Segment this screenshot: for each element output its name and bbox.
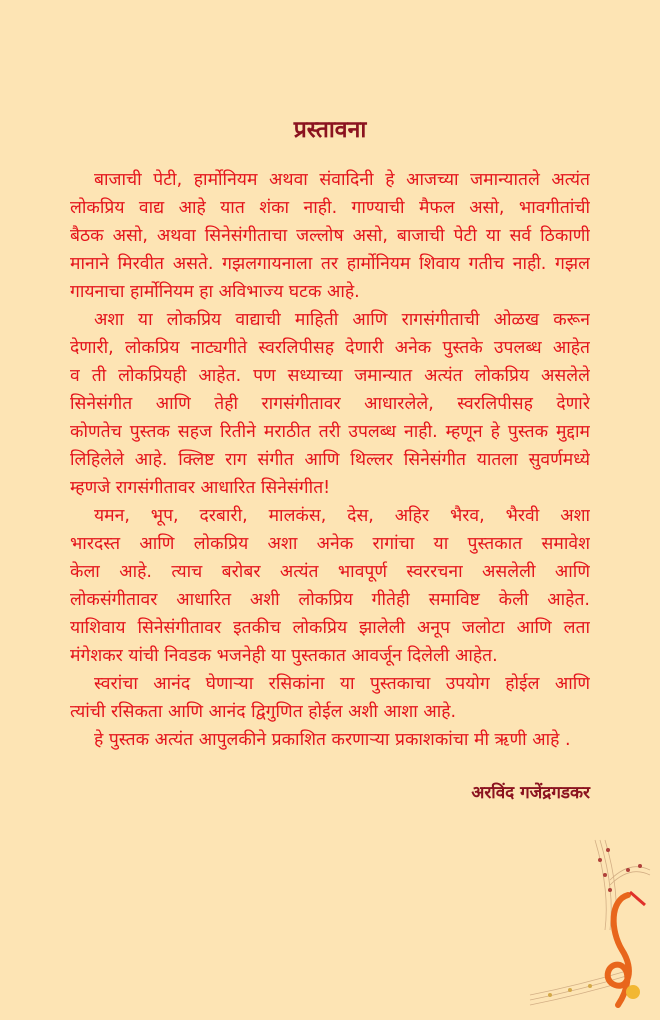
page-title: प्रस्तावना: [293, 117, 367, 143]
preface-body: [70, 166, 590, 754]
paragraph-line: मंगेशकर यांची निवडक भजनेही या पुस्तकात आवर्जून दिलेली आहेत.: [70, 646, 498, 666]
paragraph-line: व ती लोकप्रियही आहेत. पण सध्याच्या जमान्यात अत्यंत लोकप्रिय असलेले: [70, 366, 590, 386]
paragraph-line: हे पुस्तक अत्यंत आपुलकीने प्रकाशित करणाऱ्या प्रकाशकांचा मी ऋणी आहे .: [94, 730, 571, 750]
paragraph-line: लिहिलेले आहे. क्लिष्ट राग संगीत आणि थिल्लर सिनेसंगीत यातला सुवर्णमध्ये: [70, 450, 590, 470]
paragraph-line: म्हणजे रागसंगीतावर आधारित सिनेसंगीत!: [70, 478, 331, 498]
paragraph-line: लोकप्रिय वाद्य आहे यात शंका नाही. गाण्याची मैफल असो, भावगीतांची: [70, 198, 590, 218]
paragraph-line: त्यांची रसिकता आणि आनंद द्विगुणित होईल अशी आशा आहे.: [70, 702, 457, 722]
paragraph-line: स्वरांचा आनंद घेणाऱ्या रसिकांना या पुस्तकाचा उपयोग होईल आणि: [94, 674, 590, 694]
paragraph-line: याशिवाय सिनेसंगीतावर इतकीच लोकप्रिय झालेली अनूप जलोटा आणि लता: [70, 618, 590, 638]
paragraph-line: मानाने मिरवीत असते. गझलगायनाला तर हार्मोनियम शिवाय गतीच नाही. गझल: [70, 254, 590, 274]
paragraph-line: देणारी, लोकप्रिय नाट्यगीते स्वरलिपीसह देणारी अनेक पुस्तके उपलब्ध आहेत: [70, 338, 590, 358]
paragraph-line: लोकसंगीतावर आधारित अशी लोकप्रिय गीतेही समाविष्ट केली आहेत.: [70, 590, 590, 610]
paragraph-line: यमन, भूप, दरबारी, मालकंस, देस, अहिर भैरव, भैरवी अशा: [94, 506, 590, 526]
paragraph-line: बाजाची पेटी, हार्मोनियम अथवा संवादिनी हे आजच्या जमान्यातले अत्यंत: [94, 170, 590, 190]
paragraph-line: अशा या लोकप्रिय वाद्याची माहिती आणि रागसंगीताची ओळख करून: [94, 310, 590, 330]
treble-clef-music-notes-icon: [510, 830, 660, 1020]
paragraph-line: बैठक असो, अथवा सिनेसंगीताचा जल्लोष असो, बाजाची पेटी या सर्व ठिकाणी: [70, 226, 590, 246]
paragraph-line: भारदस्त आणि लोकप्रिय अशा अनेक रागांचा या पुस्तकात समावेश: [70, 534, 590, 554]
paragraph-line: गायनाचा हार्मोनियम हा अविभाज्य घटक आहे.: [70, 282, 360, 302]
paragraph-line: सिनेसंगीत आणि तेही रागसंगीतावर आधारलेले, स्वरलिपीसह देणारे: [70, 394, 590, 414]
paragraph-line: कोणतेच पुस्तक सहज रितीने मराठीत तरी उपलब्ध नाही. म्हणून हे पुस्तक मुद्दाम: [70, 422, 590, 442]
paragraph-line: केला आहे. त्याच बरोबर अत्यंत भावपूर्ण स्वररचना असलेली आणि: [70, 562, 590, 582]
author-signature: अरविंद गजेंद्रगडकर: [471, 783, 590, 803]
